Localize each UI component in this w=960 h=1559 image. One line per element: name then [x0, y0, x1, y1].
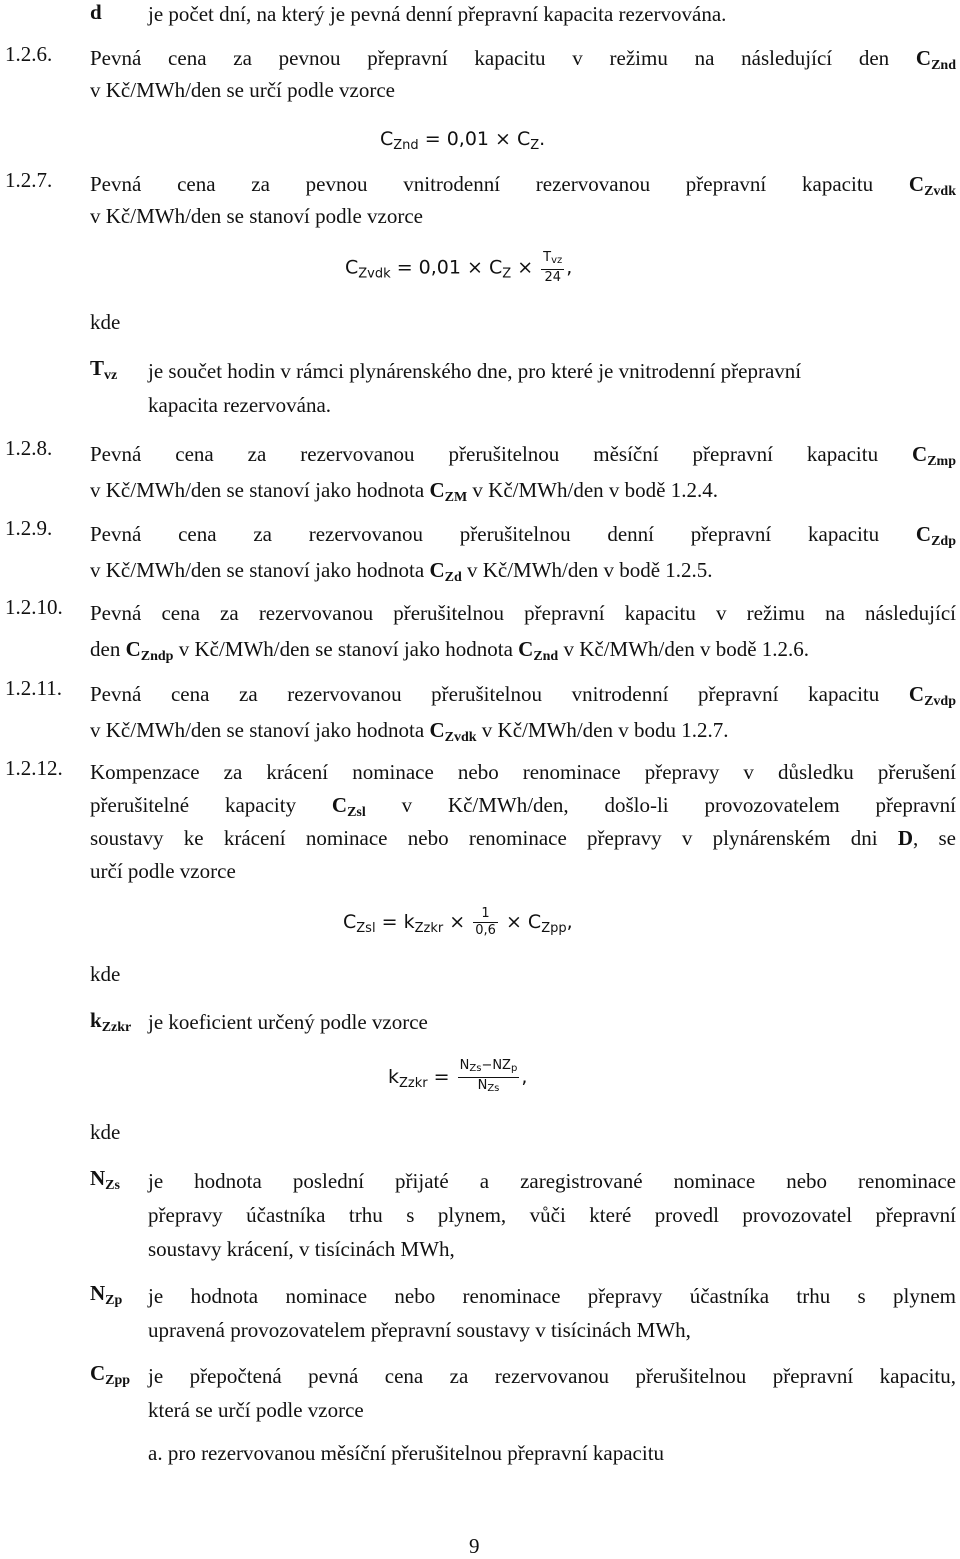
section-number: 1.2.6. [5, 42, 53, 66]
paragraph-line: Pevná cena za rezervovanou přerušitelnou přepravní kapacitu v režimu na následující [90, 601, 956, 625]
paragraph-line: Pevná cena za pevnou vnitrodenní rezervovanou přepravní kapacitu $C_{Zvdk}$ [90, 172, 956, 199]
equation-kzzkr: $k_{Zzkr}$ = $\frac{N_{Zs}-NZ_p}{N_{Zs}}$ , [388, 1058, 527, 1097]
paragraph-line: v Kč/MWh/den se určí podle vzorce [90, 78, 395, 102]
paragraph-line: Pevná cena za pevnou přepravní kapacitu v režimu na následující den $C_{Znd}$ [90, 46, 957, 73]
paragraph-line: v Kč/MWh/den se stanoví podle vzorce [90, 204, 423, 228]
paragraph-line: soustavy ke krácení nominace nebo renominace přepravy v plynárenském dni D, se [90, 826, 956, 850]
section-number: 1.2.12. [5, 756, 63, 780]
page-number: 9 [469, 1534, 480, 1558]
definition-d-text: je počet dní, na který je pevná denní přepravní kapacita rezervována. [148, 2, 727, 26]
fraction: $\frac{N_{Zs}-NZ_p}{N_{Zs}}$ [459, 1058, 518, 1094]
paragraph-line: v Kč/MWh/den se stanoví jako hodnota $C_{Zvdk}$ v Kč/MWh/den v bodu 1.2.7. [90, 718, 729, 745]
kde-label: kde [90, 962, 121, 986]
definition-nzs-text: je hodnota poslední přijaté a zaregistrované nominace nebo renominace přepravy účastníka trhu s plynem, vůči které provedl provozovatel přepravní soustavy krácení, v tisícinách MWh, [148, 1169, 956, 1261]
equation-czsl: $C_{Zsl} = k_{Zzkr}$ × $\frac{1}{0,6}$ × $C_{Zpp}$, [343, 906, 573, 938]
paragraph-line: určí podle vzorce [90, 859, 236, 883]
paragraph-line: v Kč/MWh/den se stanoví jako hodnota $C_{Zd}$ v Kč/MWh/den v bodě 1.2.5. [90, 558, 713, 585]
symbol-tvz: $T_{vz}$ [90, 356, 118, 383]
section-number: 1.2.9. [5, 516, 53, 540]
section-number: 1.2.8. [5, 436, 53, 460]
paragraph-line: Kompenzace za krácení nominace nebo renominace přepravy v důsledku přerušení [90, 760, 956, 784]
paragraph-line: Pevná cena za rezervovanou přerušitelnou denní přepravní kapacitu $C_{Zdp}$ [90, 522, 957, 549]
definition-nzp-text: je hodnota nominace nebo renominace přepravy účastníka trhu s plynem upravená provozovatelem přepravní soustavy v tisícinách MWh, [148, 1284, 956, 1342]
symbol-nzs: $N_{Zs}$ [90, 1166, 120, 1193]
kde-label: kde [90, 310, 121, 334]
fraction: $\frac{1}{0,6}$ [475, 906, 496, 938]
definition-kzzkr-text: je koeficient určený podle vzorce [148, 1010, 428, 1034]
symbol-d: d [90, 0, 102, 24]
kde-label: kde [90, 1120, 121, 1144]
paragraph-line: Pevná cena za rezervovanou přerušitelnou vnitrodenní přepravní kapacitu $C_{Zvdp}$ [90, 682, 956, 709]
definition-czpp-text: je přepočtená pevná cena za rezervovanou přerušitelnou přepravní kapacitu, která se určí podle vzorce [148, 1364, 956, 1422]
section-number: 1.2.10. [5, 595, 63, 619]
section-number: 1.2.11. [5, 676, 62, 700]
paragraph-line: Pevná cena za rezervovanou přerušitelnou měsíční přepravní kapacitu $C_{Zmp}$ [90, 442, 956, 469]
paragraph-line: v Kč/MWh/den se stanoví jako hodnota $C_{ZM}$ v Kč/MWh/den v bodě 1.2.4. [90, 478, 718, 505]
equation-czd: $C_{Znd} = 0,01 \times C_Z$. [380, 128, 546, 153]
definition-tvz-text: je součet hodin v rámci plynárenského dne, pro které je vnitrodenní přepravní kapacita rezervována. [148, 359, 802, 417]
paragraph-line: den $C_{Zndp}$ v Kč/MWh/den se stanoví jako hodnota $C_{Znd}$ v Kč/MWh/den v bodě 1.2.6. [90, 637, 810, 664]
fraction: $\frac{T_{vz}}{24}$ [543, 250, 563, 285]
equation-czvdk: $C_{Zvdk} = 0,01 \times C_Z$ × $\frac{T_{vz}}{24}$ , [345, 250, 573, 285]
paragraph-line: přerušitelné kapacity $C_{Zsl}$ v Kč/MWh/den, došlo-li provozovatelem přepravní [90, 793, 957, 820]
symbol-nzp: $N_{Zp}$ [90, 1281, 123, 1308]
symbol-czpp: $C_{Zpp}$ [90, 1361, 131, 1388]
list-item-a: a. pro rezervovanou měsíční přerušitelnou přepravní kapacitu [148, 1441, 665, 1465]
section-number: 1.2.7. [5, 168, 53, 192]
symbol-kzzkr: $k_{Zzkr}$ [90, 1008, 132, 1035]
